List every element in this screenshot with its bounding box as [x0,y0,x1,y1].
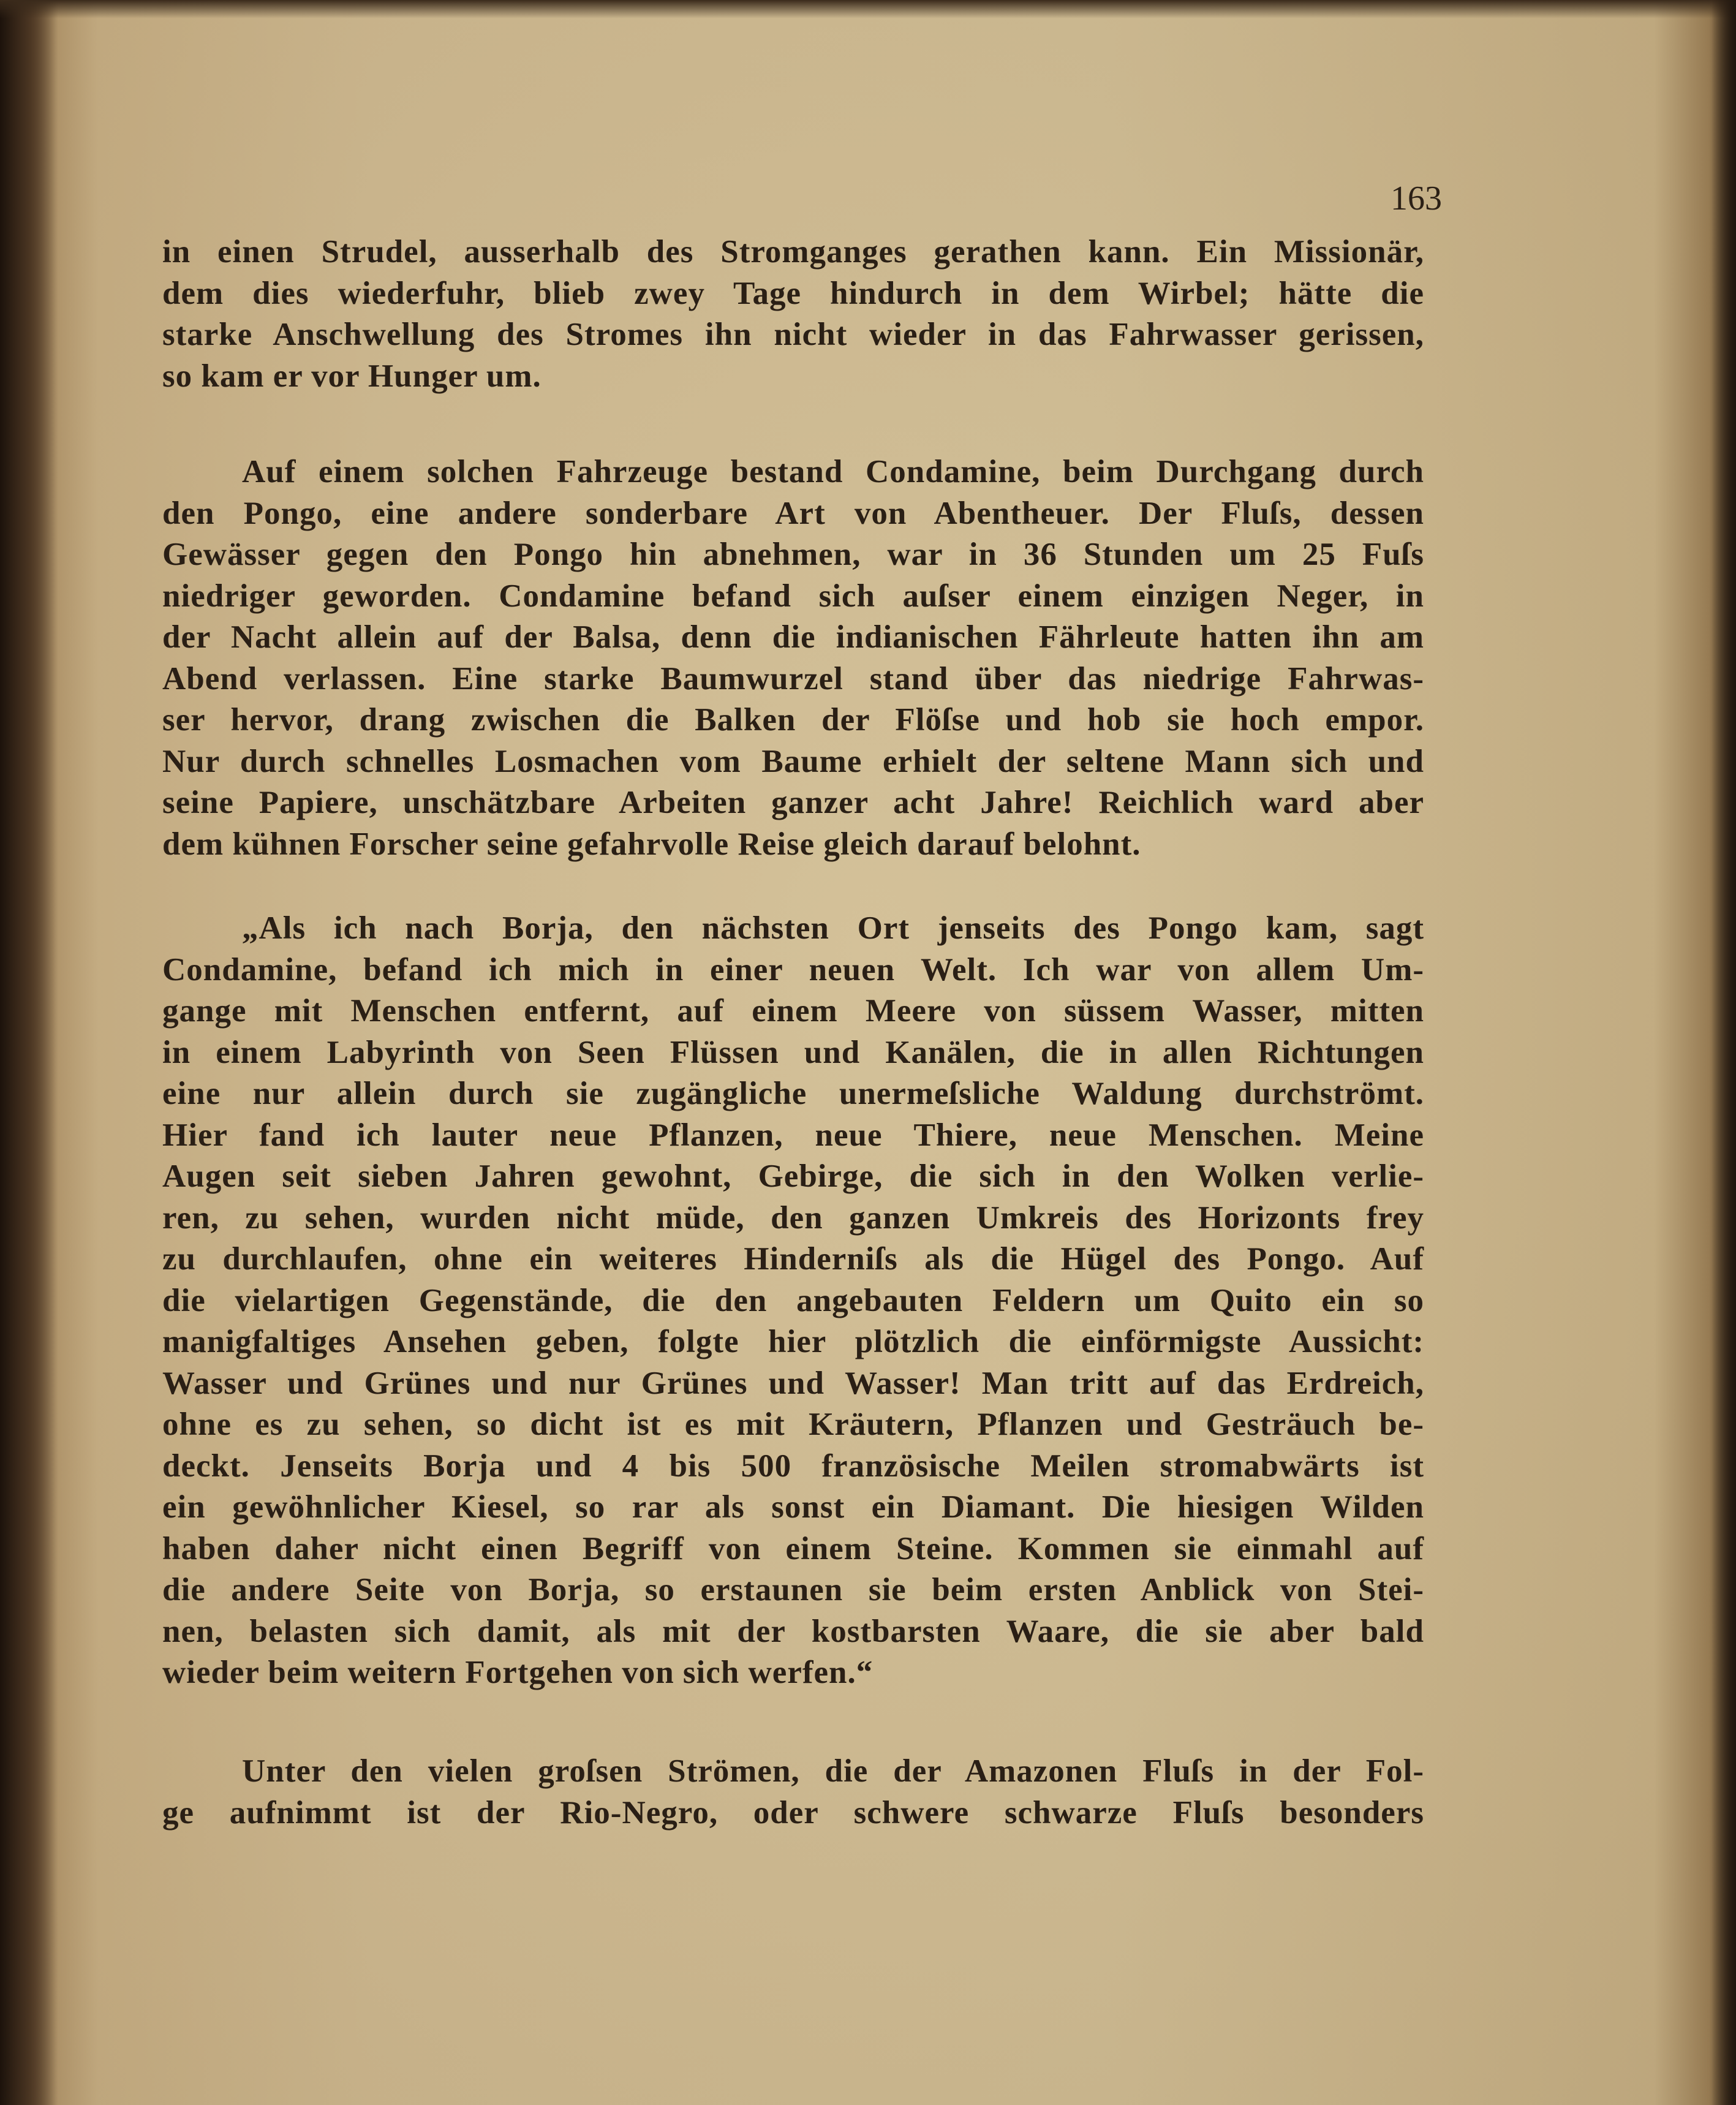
paragraph-3 [162,908,1424,1694]
text-line: in einem Labyrinth von Seen Flüssen und Kanälen, die in allen Richtungen [162,1034,1424,1070]
text-line: die vielartigen Gegenstände, die den angebauten Feldern um Quito ein so [162,1282,1424,1318]
text-line: Gewässer gegen den Pongo hin abnehmen, war in 36 Stunden um 25 Fuſs [162,537,1424,572]
text-line: dem kühnen Forscher seine gefahrvolle Reise gleich darauf belohnt. [162,826,1141,862]
text-line: starke Anschwellung des Stromes ihn nicht wieder in das Fahrwasser gerissen, [162,317,1424,352]
text-line: Auf einem solchen Fahrzeuge bestand Condamine, beim Durchgang durch [242,454,1424,489]
text-line: deckt. Jenseits Borja und 4 bis 500 französische Meilen stromabwärts ist [162,1448,1424,1484]
text-line: in einen Strudel, ausserhalb des Stromganges gerathen kann. Ein Missionär, [162,234,1424,270]
text-line: Wasser und Grünes und nur Grünes und Wasser! Man tritt auf das Erdreich, [162,1365,1424,1401]
text-line: nen, belasten sich damit, als mit der kostbarsten Waare, die sie aber bald [162,1613,1424,1649]
text-line: ein gewöhnlicher Kiesel, so rar als sonst ein Diamant. Die hiesigen Wilden [162,1489,1424,1525]
text-line: haben daher nicht einen Begriff von einem Steine. Kommen sie einmahl auf [162,1530,1424,1566]
text-line: zu durchlaufen, ohne ein weiteres Hinderniſs als die Hügel des Pongo. Auf [162,1241,1424,1277]
text-line: Augen seit sieben Jahren gewohnt, Gebirge, die sich in den Wolken verlie- [162,1158,1424,1194]
text-line: manigfaltiges Ansehen geben, folgte hier plötzlich die einförmigste Aussicht: [162,1324,1424,1359]
text-line: dem dies wiederfuhr, blieb zwey Tage hindurch in dem Wirbel; hätte die [162,275,1424,311]
text-line: die andere Seite von Borja, so erstaunen sie beim ersten Anblick von Stei- [162,1572,1424,1608]
text-line: niedriger geworden. Condamine befand sich auſser einem einzigen Neger, in [162,578,1424,614]
page-number: 163 [1391,180,1442,217]
text-line: seine Papiere, unschätzbare Arbeiten ganzer acht Jahre! Reichlich ward aber [162,785,1424,820]
page-top-edge [0,0,1736,18]
text-line: wieder beim weitern Fortgehen von sich werfen.“ [162,1655,874,1690]
text-line: so kam er vor Hunger um. [162,358,542,394]
text-line: ge aufnimmt ist der Rio-Negro, oder schwere schwarze Fluſs besonders [162,1794,1424,1831]
text-line: ser hervor, drang zwischen die Balken der Flöſse und hob sie hoch empor. [162,702,1424,738]
paragraph-2 [162,452,1424,865]
text-line: ren, zu sehen, wurden nicht müde, den ganzen Umkreis des Horizonts frey [162,1200,1424,1236]
text-line: Condamine, befand ich mich in einer neuen Welt. Ich war von allem Um- [162,951,1424,988]
page-right-edge [1711,0,1736,2105]
text-line: Nur durch schnelles Losmachen vom Baume erhielt der seltene Mann sich und [162,743,1424,779]
text-line: „Als ich nach Borja, den nächsten Ort jenseits des Pongo kam, sagt [242,910,1424,946]
paragraph-4 [162,1751,1424,1834]
text-line: eine nur allein durch sie zugängliche unermeſsliche Waldung durchströmt. [162,1076,1424,1111]
text-line: Hier fand ich lauter neue Pflanzen, neue Thiere, neue Menschen. Meine [162,1117,1424,1153]
text-line: den Pongo, eine andere sonderbare Art von Abentheuer. Der Fluſs, dessen [162,495,1424,531]
book-binding-edge [0,0,58,2105]
text-line: gange mit Menschen entfernt, auf einem Meere von süssem Wasser, mitten [162,993,1424,1029]
text-line: ohne es zu sehen, so dicht ist es mit Kräutern, Pflanzen und Gesträuch be- [162,1407,1424,1442]
text-line: Unter den vielen groſsen Strömen, die der Amazonen Fluſs in der Fol- [242,1753,1424,1789]
paragraph-1 [162,232,1424,397]
text-line: Abend verlassen. Eine starke Baumwurzel stand über das niedrige Fahrwas- [162,660,1424,697]
text-line: der Nacht allein auf der Balsa, denn die indianischen Fährleute hatten ihn am [162,619,1424,655]
